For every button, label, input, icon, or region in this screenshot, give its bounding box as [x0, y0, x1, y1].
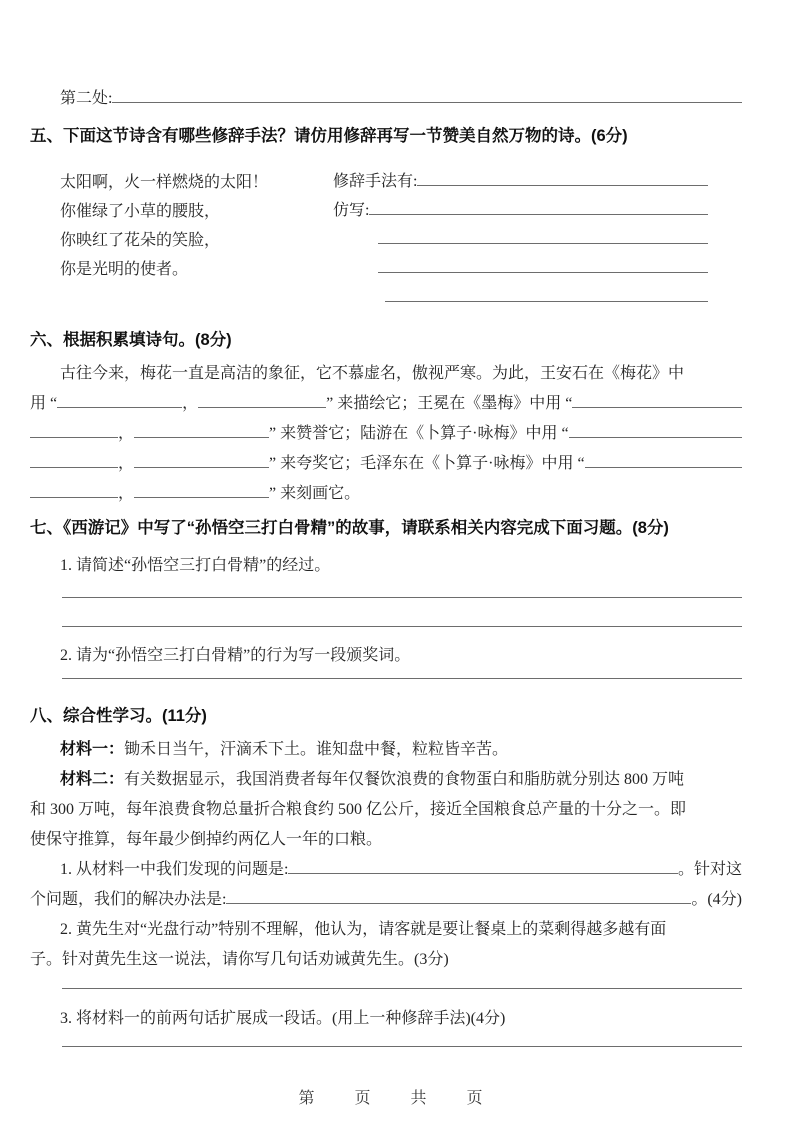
- q8-item-2-line-2: [30, 949, 449, 970]
- q5-writing-rule-2: [378, 272, 708, 273]
- q7-heading: [30, 518, 669, 539]
- blank-field: [585, 455, 742, 468]
- q5-heading: [30, 126, 628, 147]
- text-run: 仿写:: [333, 202, 370, 219]
- text-run: 六、根据积累填诗句。(8分): [30, 331, 232, 349]
- q8-item-1-line-1: [60, 859, 742, 880]
- q5-poem-line-1: [60, 172, 268, 193]
- q6-intro: [60, 363, 684, 384]
- blank-field: [572, 395, 742, 408]
- text-run: 和 300 万吨，每年浪费食物总量折合粮食约 500 亿公斤，接近全国粮食总产量的十分之一。即: [30, 801, 687, 818]
- text-run: 1. 请简述“孙悟空三打白骨精”的经过。: [60, 557, 331, 574]
- text-run: 材料一：: [60, 741, 125, 758]
- text-run: ” 来夸奖它；毛泽东在《卜算子·咏梅》中用 “: [269, 455, 585, 472]
- q5-rhetoric-answer-line: [333, 171, 708, 192]
- blank-field: [369, 202, 708, 215]
- q6-fill-line-2: [30, 423, 742, 444]
- text-run: 子。针对黄先生这一说法，请你写几句话劝诫黄先生。(3分): [30, 951, 449, 968]
- q6-fill-line-3: [30, 453, 742, 474]
- text-run: 你催绿了小草的腰肢，: [60, 203, 221, 220]
- blank-field: [134, 455, 269, 468]
- blank-field: [417, 173, 708, 186]
- q8-material-2-line-2: [30, 799, 686, 820]
- text-run: 。(4分): [691, 891, 742, 908]
- q7-item-2-answer-rule: [62, 678, 742, 679]
- text-run: ，: [182, 395, 199, 412]
- text-run: 1. 从材料一中我们发现的问题是:: [60, 861, 289, 878]
- text-run: 五、下面这节诗含有哪些修辞手法？请仿用修辞再写一节赞美自然万物的诗。(6分): [30, 127, 628, 145]
- text-run: 3. 将材料一的前两句话扩展成一段话。(用上一种修辞手法)(4分): [60, 1010, 506, 1027]
- q8-material-1: [60, 739, 508, 760]
- q8-item-3-answer-rule: [62, 1046, 742, 1047]
- text-run: 修辞手法有:: [333, 173, 418, 190]
- q5-writing-rule-3: [385, 301, 708, 302]
- blank-field: [226, 891, 691, 904]
- text-run: 太阳啊，火一样燃烧的太阳！: [60, 174, 269, 191]
- text-run: ，: [118, 485, 135, 502]
- text-run: 个问题，我们的解决办法是:: [30, 891, 227, 908]
- text-run: 古往今来，梅花一直是高洁的象征，它不慕虚名，傲视严寒。为此，王安石在《梅花》中: [60, 365, 685, 382]
- q7-item-1-answer-rule-2: [62, 626, 742, 627]
- blank-field: [57, 395, 182, 408]
- q8-item-2-line-1: [60, 919, 666, 940]
- q8-item-2-answer-rule: [62, 988, 742, 989]
- text-run: 你映红了花朵的笑脸，: [60, 232, 221, 249]
- page-footer: 第 页 共 页: [298, 1090, 495, 1107]
- text-run: 材料二：: [60, 771, 125, 788]
- q8-item-1-line-2: [30, 889, 742, 910]
- blank-field: [134, 485, 269, 498]
- q8-material-2-line-1: [60, 769, 684, 790]
- q5-poem-line-4: [60, 259, 188, 280]
- blank-field: [30, 425, 118, 438]
- q8-material-2-line-3: [30, 829, 382, 850]
- text-run: 用 “: [30, 395, 58, 412]
- text-run: 八、综合性学习。(11分): [30, 707, 207, 725]
- blank-field: [198, 395, 326, 408]
- q7-item-1: [60, 555, 330, 576]
- q7-item-1-answer-rule-1: [62, 597, 742, 598]
- text-run: ” 来描绘它；王冕在《墨梅》中用 “: [326, 395, 573, 412]
- text-run: ，: [118, 455, 135, 472]
- q5-poem-line-2: [60, 201, 220, 222]
- q6-fill-line-1: [30, 393, 742, 414]
- blank-field: [30, 455, 118, 468]
- blank-field: [134, 425, 269, 438]
- text-run: 有关数据显示，我国消费者每年仅餐饮浪费的食物蛋白和脂肪就分别达 800 万吨: [124, 771, 685, 788]
- q8-item-3: [60, 1008, 505, 1029]
- q5-writing-rule-1: [378, 243, 708, 244]
- blank-field: [112, 90, 742, 103]
- blank-field: [288, 861, 678, 874]
- q5-imitation-answer-line: [333, 200, 708, 221]
- text-run: ，: [118, 425, 135, 442]
- q8-heading: [30, 706, 207, 727]
- text-run: 你是光明的使者。: [60, 261, 189, 278]
- text-run: 第二处:: [60, 90, 113, 107]
- q6-fill-line-4: [30, 483, 360, 504]
- q4-second-answer-line: [60, 88, 742, 109]
- text-run: ” 来刻画它。: [269, 485, 361, 502]
- q6-heading: [30, 330, 232, 351]
- text-run: ” 来赞誉它；陆游在《卜算子·咏梅》中用 “: [269, 425, 569, 442]
- text-run: 七、《西游记》中写了“孙悟空三打白骨精”的故事，请联系相关内容完成下面习题。(8分): [30, 519, 669, 537]
- blank-field: [30, 485, 118, 498]
- blank-field: [569, 425, 742, 438]
- q7-item-2: [60, 645, 410, 666]
- text-run: 锄禾日当午，汗滴禾下土。谁知盘中餐，粒粒皆辛苦。: [124, 741, 509, 758]
- text-run: 2. 黄先生对“光盘行动”特别不理解，他认为，请客就是要让餐桌上的菜剩得越多越有面: [60, 921, 667, 938]
- text-run: 2. 请为“孙悟空三打白骨精”的行为写一段颁奖词。: [60, 647, 411, 664]
- q5-poem-line-3: [60, 230, 220, 251]
- text-run: 。针对这: [677, 861, 742, 878]
- text-run: 使保守推算，每年最少倒掉约两亿人一年的口粮。: [30, 831, 383, 848]
